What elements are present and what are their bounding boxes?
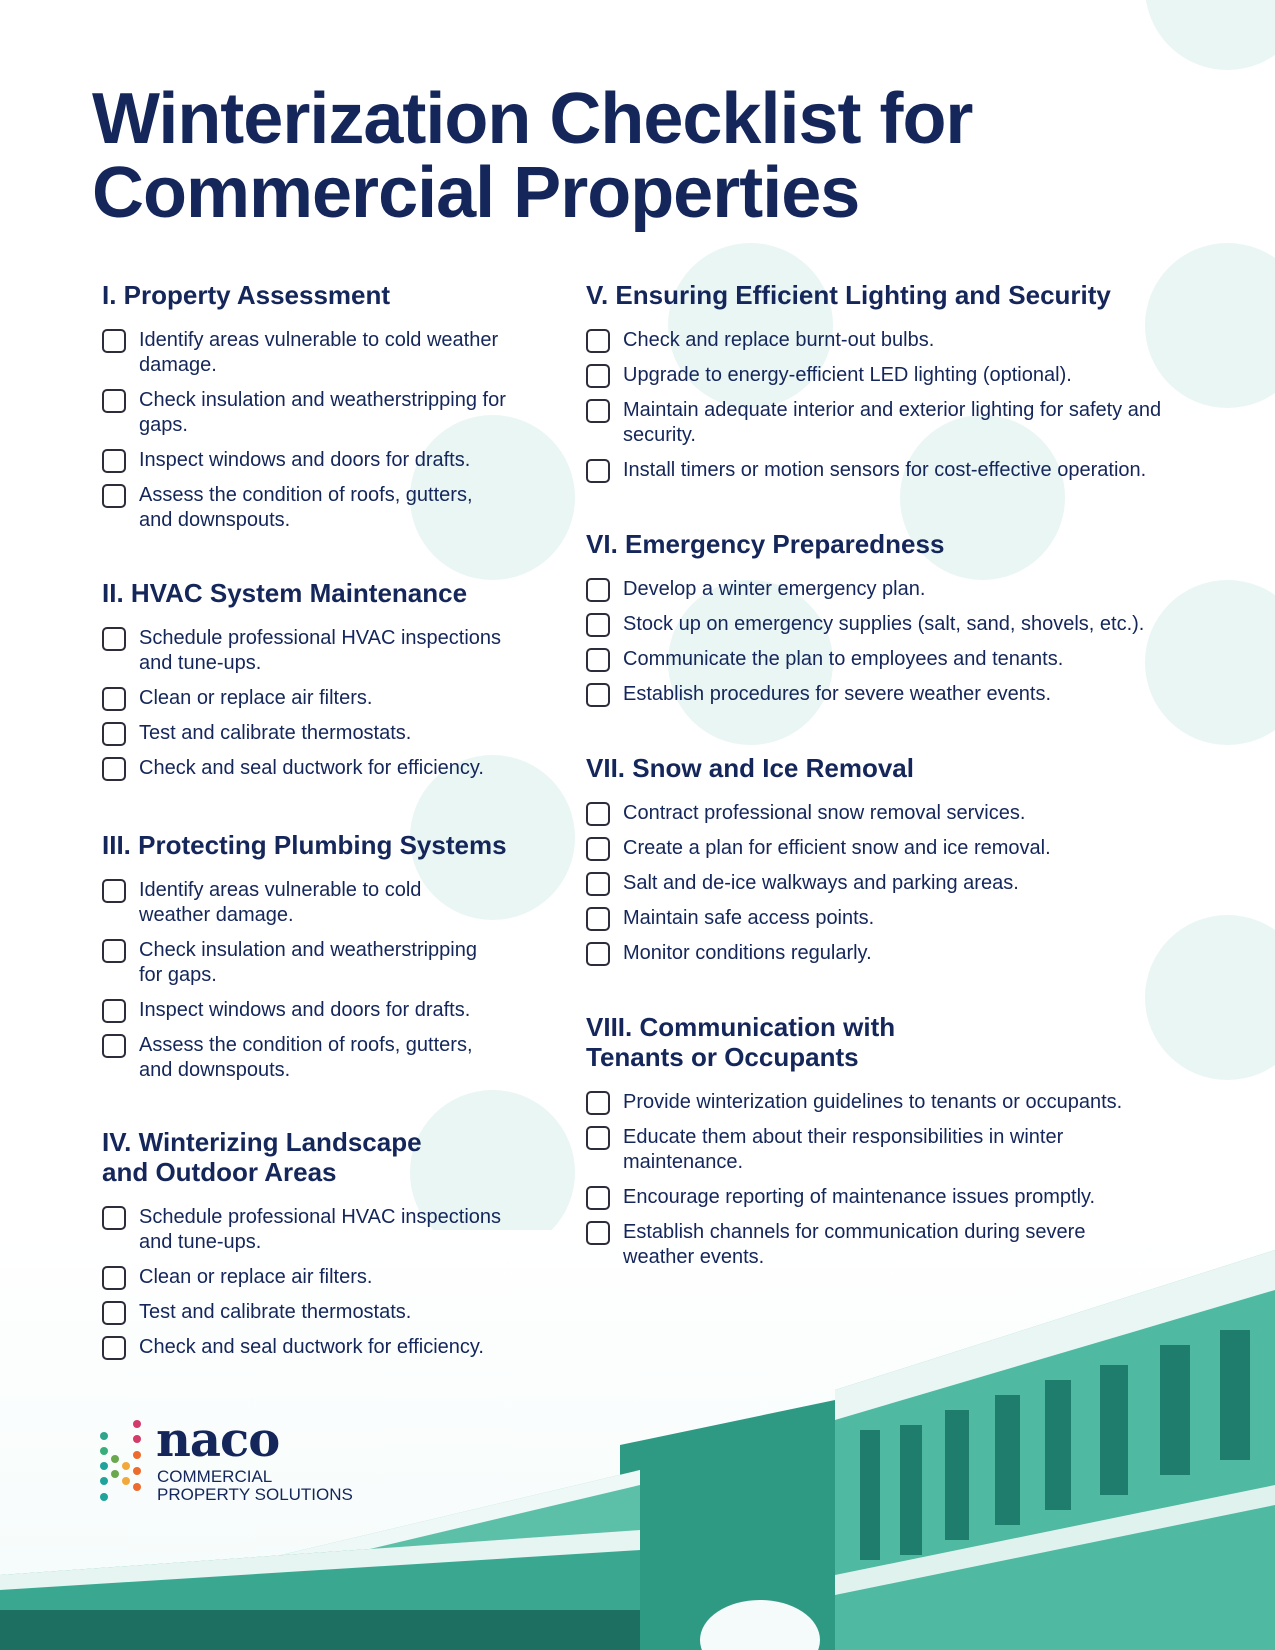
checkbox[interactable] (586, 364, 610, 388)
checkbox[interactable] (102, 879, 126, 903)
checklist-item-label: Schedule professional HVAC inspections and tune-ups. (139, 627, 502, 674)
checklist-item-label: Check and seal ductwork for efficiency. (139, 757, 484, 779)
checklist-item-label: Clean or replace air filters. (139, 687, 373, 709)
section-landscape (102, 1127, 572, 1370)
checklist-item-label: Clean or replace air filters. (139, 1266, 373, 1288)
checklist-item (102, 626, 572, 676)
checkbox[interactable] (586, 1186, 610, 1210)
checkbox[interactable] (586, 837, 610, 861)
checklist-item-label: Check and seal ductwork for efficiency. (139, 1336, 484, 1358)
checklist-item (102, 686, 572, 711)
checklist-item (102, 1335, 572, 1360)
checkbox[interactable] (586, 907, 610, 931)
checkbox[interactable] (102, 1266, 126, 1290)
checkbox[interactable] (586, 1091, 610, 1115)
checklist-item (102, 938, 572, 988)
section-property-assessment (102, 280, 572, 543)
checklist-item-label: Stock up on emergency supplies (salt, sand, shovels, etc.). (623, 613, 1145, 635)
checklist-item (102, 998, 572, 1023)
checklist-item-label: Inspect windows and doors for drafts. (139, 999, 471, 1021)
section-lighting-security (586, 280, 1186, 493)
checkbox[interactable] (102, 484, 126, 508)
checklist-item (102, 721, 572, 746)
checkbox[interactable] (586, 872, 610, 896)
checklist-item (102, 328, 572, 378)
checkbox[interactable] (586, 802, 610, 826)
section-heading: V. Ensuring Efficient Lighting and Security (586, 280, 1111, 310)
page-title: Winterization Checklist for Commercial Properties (92, 79, 973, 233)
section-heading: VI. Emergency Preparedness (586, 529, 945, 559)
checklist-item-label: Establish channels for communication during severe weather events. (623, 1221, 1086, 1268)
section-heading: IV. Winterizing Landscape and Outdoor Areas (102, 1127, 422, 1187)
checklist-item (586, 647, 1186, 672)
checklist-item-label: Check and replace burnt-out bulbs. (623, 329, 935, 351)
section-hvac (102, 578, 572, 791)
checklist-item-label: Test and calibrate thermostats. (139, 1301, 412, 1323)
checkbox[interactable] (102, 329, 126, 353)
checkbox[interactable] (586, 648, 610, 672)
checkbox[interactable] (102, 757, 126, 781)
checkbox[interactable] (586, 942, 610, 966)
checklist-item (586, 682, 1186, 707)
checklist-item-label: Install timers or motion sensors for cost-effective operation. (623, 459, 1147, 481)
section-heading: II. HVAC System Maintenance (102, 578, 468, 608)
checklist-item-label: Maintain adequate interior and exterior lighting for safety and security. (623, 399, 1162, 446)
checkbox[interactable] (586, 329, 610, 353)
checklist-item-label: Schedule professional HVAC inspections and tune-ups. (139, 1206, 502, 1253)
checklist-item (586, 941, 1186, 966)
section-heading: VIII. Communication with Tenants or Occupants (586, 1012, 896, 1072)
checklist-item (586, 1220, 1126, 1270)
checklist-item-label: Salt and de-ice walkways and parking areas. (623, 872, 1019, 894)
decor-circle (1145, 0, 1275, 70)
checkbox[interactable] (586, 399, 610, 423)
checkbox[interactable] (102, 1301, 126, 1325)
checklist-item-label: Test and calibrate thermostats. (139, 722, 412, 744)
section-heading: VII. Snow and Ice Removal (586, 753, 914, 783)
checklist-item (102, 1033, 572, 1083)
checklist-item (586, 398, 1186, 448)
checkbox[interactable] (586, 578, 610, 602)
checklist-item-label: Communicate the plan to employees and tenants. (623, 648, 1064, 670)
checklist-item (102, 878, 572, 928)
section-emergency (586, 529, 1186, 717)
checklist-item-label: Check insulation and weatherstripping for gaps. (139, 939, 477, 986)
checklist-item-label: Identify areas vulnerable to cold weather damage. (139, 329, 499, 376)
checklist-item-label: Establish procedures for severe weather events. (623, 683, 1051, 705)
section-communication (586, 1012, 1126, 1280)
checklist-item (586, 458, 1186, 483)
checklist-item (586, 1185, 1126, 1210)
checklist-item (586, 871, 1186, 896)
checklist-item (586, 801, 1186, 826)
section-heading: III. Protecting Plumbing Systems (102, 830, 507, 860)
checklist-item (102, 756, 572, 781)
checklist-item-label: Identify areas vulnerable to cold weather damage. (139, 879, 422, 926)
checklist-item (586, 577, 1186, 602)
checklist-item-label: Check insulation and weatherstripping for gaps. (139, 389, 506, 436)
logo-wordmark: naco (156, 1412, 280, 1468)
checklist-item (586, 906, 1186, 931)
checklist-item-label: Assess the condition of roofs, gutters, and downspouts. (139, 484, 473, 531)
checklist-item (586, 1090, 1126, 1115)
checklist-item-label: Upgrade to energy-efficient LED lighting (optional). (623, 364, 1072, 386)
checkbox[interactable] (586, 1126, 610, 1150)
checklist-item-label: Educate them about their responsibilities in winter maintenance. (623, 1126, 1064, 1173)
checkbox[interactable] (102, 722, 126, 746)
checkbox[interactable] (102, 1336, 126, 1360)
checklist-item-label: Develop a winter emergency plan. (623, 578, 926, 600)
checklist-item (586, 363, 1186, 388)
checkbox[interactable] (586, 1221, 610, 1245)
checklist-item (102, 448, 572, 473)
checklist-item (586, 328, 1186, 353)
checklist-item-label: Assess the condition of roofs, gutters, and downspouts. (139, 1034, 473, 1081)
checklist-item (102, 483, 572, 533)
checklist-item (102, 1205, 572, 1255)
section-plumbing (102, 830, 572, 1093)
checkbox[interactable] (102, 687, 126, 711)
checklist-item-label: Create a plan for efficient snow and ice removal. (623, 837, 1051, 859)
checklist-item (102, 1265, 572, 1290)
checkbox[interactable] (586, 613, 610, 637)
checkbox[interactable] (102, 627, 126, 651)
checklist-item (586, 836, 1186, 861)
checklist-item (586, 612, 1186, 637)
checklist-item (102, 1300, 572, 1325)
checklist-item-label: Maintain safe access points. (623, 907, 875, 929)
checklist-item-label: Provide winterization guidelines to tenants or occupants. (623, 1091, 1123, 1113)
checklist-item-label: Inspect windows and doors for drafts. (139, 449, 471, 471)
checklist-item-label: Contract professional snow removal services. (623, 802, 1026, 824)
checkbox[interactable] (102, 389, 126, 413)
checkbox[interactable] (102, 449, 126, 473)
checkbox[interactable] (586, 683, 610, 707)
logo-line2: PROPERTY SOLUTIONS (157, 1485, 353, 1504)
checklist-item (586, 1125, 1126, 1175)
checkbox[interactable] (586, 459, 610, 483)
section-heading: I. Property Assessment (102, 280, 391, 310)
checkbox[interactable] (102, 939, 126, 963)
checklist-item-label: Encourage reporting of maintenance issues promptly. (623, 1186, 1096, 1208)
section-snow-ice (586, 753, 1186, 976)
logo-line1: COMMERCIAL (157, 1467, 273, 1486)
checkbox[interactable] (102, 999, 126, 1023)
checkbox[interactable] (102, 1206, 126, 1230)
checklist-item (102, 388, 572, 438)
checkbox[interactable] (102, 1034, 126, 1058)
checklist-item-label: Monitor conditions regularly. (623, 942, 872, 964)
